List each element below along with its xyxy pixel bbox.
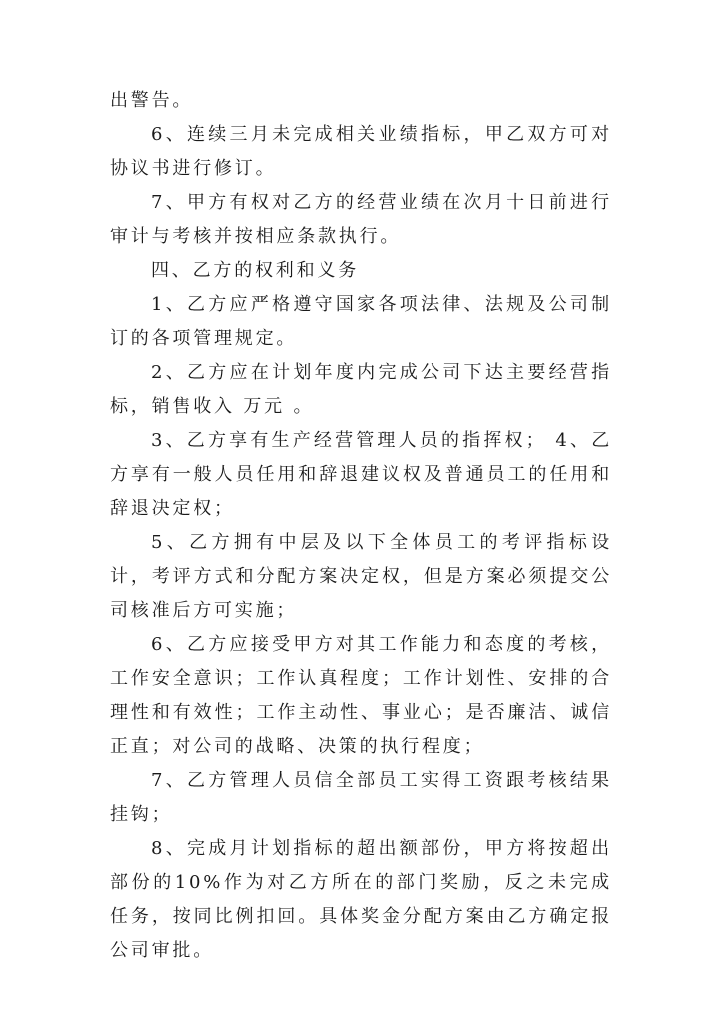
paragraph-obligation-6: 6、乙方应接受甲方对其工作能力和态度的考核，工作安全意识；工作认真程度；工作计划性、安排的合理性和有效性；工作主动性、事业心；是否廉洁、诚信正直；对公司的战略、决策的执行程度； — [110, 634, 612, 757]
paragraph-obligation-7: 7、乙方管理人员信全部员工实得工资跟考核结果挂钩； — [110, 770, 612, 825]
paragraph-obligation-5: 5、乙方拥有中层及以下全体员工的考评指标设计，考评方式和分配方案决定权，但是方案必须提交公司核准后方可实施； — [110, 532, 612, 621]
paragraph-obligation-8: 8、完成月计划指标的超出额部份，甲方将按超出部份的10%作为对乙方所在的部门奖励，反之未完成任务，按同比例扣回。具体奖金分配方案由乙方确定报公司审批。 — [110, 838, 612, 961]
paragraph-warning-tail: 出警告。 — [110, 90, 194, 111]
document-page — [110, 84, 612, 968]
paragraph-obligation-2: 2、乙方应在计划年度内完成公司下达主要经营指标，销售收入 万元 。 — [110, 362, 612, 417]
paragraph-obligation-1: 1、乙方应严格遵守国家各项法律、法规及公司制订的各项管理规定。 — [110, 294, 612, 349]
paragraph-obligation-3-4: 3、乙方享有生产经营管理人员的指挥权； 4、乙方享有一般人员任用和辞退建议权及普通员工的任用和辞退决定权； — [110, 430, 612, 519]
section-heading-rights-obligations: 四、乙方的权利和义务 — [151, 260, 359, 281]
paragraph-clause-6-revision: 6、连续三月未完成相关业绩指标，甲乙双方可对协议书进行修订。 — [110, 124, 612, 179]
paragraph-clause-7-audit: 7、甲方有权对乙方的经营业绩在次月十日前进行审计与考核并按相应条款执行。 — [110, 192, 612, 247]
